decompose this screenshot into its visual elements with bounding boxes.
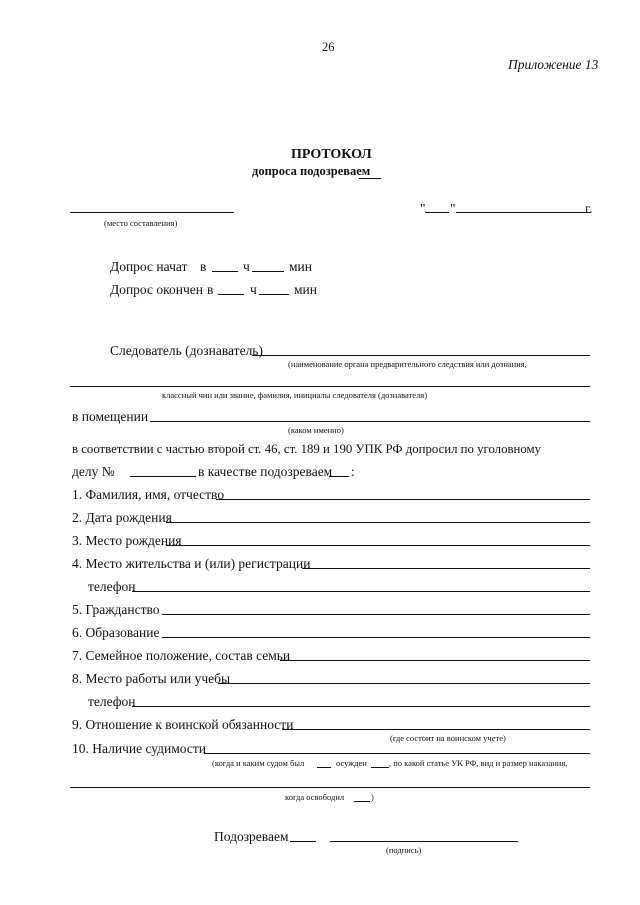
field-conviction[interactable] xyxy=(204,753,590,754)
field-conviction-label: 10. Наличие судимости xyxy=(72,741,207,756)
field-work-phone-label: телефон xyxy=(88,694,136,709)
end-in: в xyxy=(207,282,214,297)
field-citizenship[interactable] xyxy=(162,614,590,615)
statement-case-label: делу № xyxy=(72,464,115,479)
field-birth-place[interactable] xyxy=(166,545,590,546)
date-day-field[interactable] xyxy=(425,212,449,213)
suspect-suffix-field[interactable] xyxy=(329,476,349,477)
date-year-suffix: г. xyxy=(585,201,593,216)
start-hours-label: ч xyxy=(243,259,250,274)
conviction-caption-part-3: , по какой статье УК РФ, вид и размер наказания, xyxy=(389,758,568,768)
conviction-field-2[interactable] xyxy=(70,787,590,788)
field-birth-place-label: 3. Место рождения xyxy=(72,533,182,548)
investigator-field[interactable] xyxy=(252,355,590,356)
date-quote-close: " xyxy=(450,201,456,216)
field-work[interactable] xyxy=(218,683,590,684)
conviction-caption-part-1: (когда и каким судом был xyxy=(212,758,305,768)
end-hours-label: ч xyxy=(250,282,257,297)
field-birth-date[interactable] xyxy=(166,522,590,523)
military-caption: (где состоит на воинском учете) xyxy=(390,733,506,743)
field-family-label: 7. Семейное положение, состав семьи xyxy=(72,648,291,663)
signature-label: Подозреваем xyxy=(214,829,289,844)
field-full-name-label: 1. Фамилия, имя, отчество xyxy=(72,487,225,502)
investigator-label: Следователь (дознаватель) xyxy=(110,343,263,358)
start-minutes-label: мин xyxy=(289,259,312,274)
field-military[interactable] xyxy=(282,729,590,730)
subtitle-blank[interactable] xyxy=(359,178,381,179)
signature-field[interactable] xyxy=(330,841,518,842)
field-residence-label: 4. Место жительства и (или) регистрации xyxy=(72,556,311,571)
conviction-caption-part-2: осужден xyxy=(336,758,367,768)
start-label: Допрос начат xyxy=(110,259,188,274)
conviction-times-blank[interactable] xyxy=(317,767,331,768)
investigator-field-2[interactable] xyxy=(70,386,590,387)
field-work-label: 8. Место работы или учебы xyxy=(72,671,231,686)
statement-colon: : xyxy=(351,464,355,479)
field-residence[interactable] xyxy=(302,568,590,569)
start-minute-field[interactable] xyxy=(252,271,284,272)
room-caption: (каком именно) xyxy=(288,425,344,435)
signature-caption: (подпись) xyxy=(386,845,422,855)
appendix-label: Приложение 13 xyxy=(508,57,599,72)
statement-line-1: в соответствии с частью второй ст. 46, ст. 189 и 190 УПК РФ допросил по уголовному xyxy=(72,442,542,456)
investigator-caption-1: (наименование органа предварительного следствия или дознания, xyxy=(288,359,527,369)
date-quote-open: " xyxy=(420,201,426,216)
document-title: ПРОТОКОЛ xyxy=(291,147,372,162)
start-in: в xyxy=(200,259,207,274)
document-subtitle: допроса подозреваем xyxy=(252,164,371,178)
field-family[interactable] xyxy=(280,660,590,661)
signature-suffix-blank[interactable] xyxy=(290,841,316,842)
field-military-label: 9. Отношение к воинской обязанности xyxy=(72,717,294,732)
conviction-suffix-blank[interactable] xyxy=(371,767,389,768)
room-field[interactable] xyxy=(150,421,590,422)
page-number: 26 xyxy=(322,40,335,54)
end-label: Допрос окончен xyxy=(110,282,203,297)
field-residence-phone[interactable] xyxy=(132,591,590,592)
field-education-label: 6. Образование xyxy=(72,625,160,640)
released-suffix-blank[interactable] xyxy=(354,801,370,802)
statement-as-suspect: в качестве подозреваем xyxy=(198,464,333,479)
place-field[interactable] xyxy=(70,212,234,213)
field-residence-phone-label: телефон xyxy=(88,579,136,594)
released-caption: когда освободил xyxy=(285,792,345,802)
investigator-caption-2: классный чин или звание, фамилия, инициалы следователя (дознавателя) xyxy=(162,390,428,400)
released-caption-end: ) xyxy=(371,792,374,802)
field-birth-date-label: 2. Дата рождения xyxy=(72,510,172,525)
field-work-phone[interactable] xyxy=(132,706,590,707)
room-label: в помещении xyxy=(72,409,149,424)
field-full-name[interactable] xyxy=(216,499,590,500)
field-education[interactable] xyxy=(162,637,590,638)
start-hour-field[interactable] xyxy=(212,271,238,272)
case-number-field[interactable] xyxy=(130,476,196,477)
field-citizenship-label: 5. Гражданство xyxy=(72,602,160,617)
date-month-year-field[interactable] xyxy=(456,212,590,213)
end-minute-field[interactable] xyxy=(259,294,289,295)
end-hour-field[interactable] xyxy=(218,294,244,295)
place-caption: (место составления) xyxy=(104,218,178,228)
end-minutes-label: мин xyxy=(294,282,317,297)
